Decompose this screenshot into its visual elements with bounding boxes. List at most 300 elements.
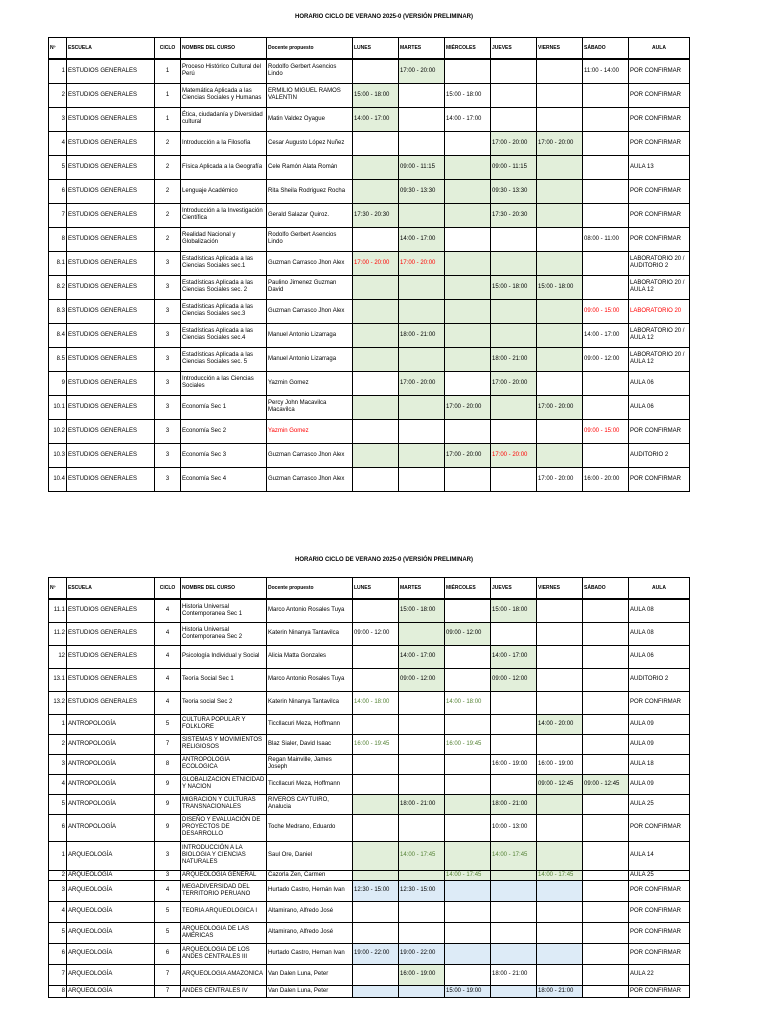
cell-sabado <box>583 275 629 299</box>
cell-martes: 14:00 - 17:00 <box>399 227 445 251</box>
cell-docente: Guzman Carrasco Jhon Alex <box>267 443 353 467</box>
cell-sabado: 08:00 - 11:00 <box>583 227 629 251</box>
cell-docente: Guzman Carrasco Jhon Alex <box>267 251 353 275</box>
header-row-number: Nº <box>49 38 67 60</box>
cell-curso: Física Aplicada a la Geografía <box>181 155 267 179</box>
cell-docente: Ticcllacuri Meza, Hoffmann <box>267 714 353 734</box>
schedule-table-1 <box>48 37 690 492</box>
cell-aula: AULA 13 <box>629 155 690 179</box>
cell-miercoles <box>445 203 491 227</box>
cell-jueves <box>491 59 537 83</box>
cell-curso: Matemática Aplicada a las Ciencias Sociales y Humanas <box>181 83 267 107</box>
table-row <box>49 734 690 754</box>
cell-miercoles <box>445 467 491 491</box>
cell-ciclo: 4 <box>155 622 181 645</box>
cell-escuela: ESTUDIOS GENERALES <box>67 251 155 275</box>
header-jueves: JUEVES <box>491 38 537 60</box>
cell-ciclo: 7 <box>155 734 181 754</box>
cell-viernes <box>537 901 583 922</box>
cell-martes: 09:30 - 13:30 <box>399 179 445 203</box>
cell-row-number: 11.1 <box>49 599 67 622</box>
cell-ciclo: 7 <box>155 985 181 997</box>
header-aula: AULA <box>629 578 690 600</box>
cell-ciclo: 7 <box>155 964 181 985</box>
cell-sabado: 11:00 - 14:00 <box>583 59 629 83</box>
cell-martes <box>399 870 445 880</box>
cell-curso: GLOBALIZACION ETNICIDAD Y NACION <box>181 774 267 794</box>
cell-jueves <box>491 107 537 131</box>
table-row <box>49 922 690 943</box>
table-row <box>49 83 690 107</box>
cell-docente: Toche Medrano, Eduardo <box>267 814 353 841</box>
header-viernes: VIERNES <box>537 38 583 60</box>
cell-lunes <box>353 668 399 691</box>
cell-lunes: 12:30 - 15:00 <box>353 880 399 901</box>
cell-aula: POR CONFIRMAR <box>629 691 690 714</box>
cell-jueves <box>491 714 537 734</box>
cell-sabado <box>583 794 629 814</box>
cell-sabado <box>583 107 629 131</box>
cell-escuela: ESTUDIOS GENERALES <box>67 107 155 131</box>
cell-viernes <box>537 443 583 467</box>
cell-sabado <box>583 901 629 922</box>
cell-lunes <box>353 794 399 814</box>
cell-sabado <box>583 83 629 107</box>
cell-lunes: 17:30 - 20:30 <box>353 203 399 227</box>
cell-martes <box>399 107 445 131</box>
cell-sabado: 09:00 - 15:00 <box>583 419 629 443</box>
cell-aula: LABORATORIO 20 / AULA 12 <box>629 275 690 299</box>
cell-viernes <box>537 814 583 841</box>
cell-jueves <box>491 227 537 251</box>
cell-lunes <box>353 155 399 179</box>
cell-miercoles <box>445 251 491 275</box>
cell-sabado <box>583 131 629 155</box>
cell-escuela: ESTUDIOS GENERALES <box>67 622 155 645</box>
header-martes: MARTES <box>399 578 445 600</box>
cell-row-number: 5 <box>49 794 67 814</box>
cell-curso: ARQUEOLOGIA DE LOS ANDES CENTRALES III <box>181 943 267 964</box>
cell-martes <box>399 419 445 443</box>
cell-row-number: 13.2 <box>49 691 67 714</box>
cell-martes <box>399 347 445 371</box>
cell-row-number: 9 <box>49 371 67 395</box>
cell-aula: POR CONFIRMAR <box>629 203 690 227</box>
table-row <box>49 275 690 299</box>
cell-row-number: 10.3 <box>49 443 67 467</box>
cell-sabado <box>583 691 629 714</box>
cell-jueves <box>491 395 537 419</box>
cell-escuela: ARQUEOLOGÍA <box>67 943 155 964</box>
cell-viernes <box>537 734 583 754</box>
cell-escuela: ARQUEOLOGÍA <box>67 922 155 943</box>
cell-miercoles <box>445 419 491 443</box>
cell-viernes <box>537 922 583 943</box>
cell-miercoles <box>445 179 491 203</box>
cell-aula: LABORATORIO 20 / AULA 12 <box>629 323 690 347</box>
cell-jueves <box>491 870 537 880</box>
cell-curso: Realidad Nacional y Globalización <box>181 227 267 251</box>
cell-docente: Rodolfo Gerbert Asencios Lindo <box>267 227 353 251</box>
cell-curso: DISEÑO Y EVALUACIÓN DE PROYECTOS DE DESARROLLO <box>181 814 267 841</box>
cell-sabado <box>583 814 629 841</box>
cell-docente: Marco Antonio Rosales Tuya <box>267 668 353 691</box>
cell-row-number: 7 <box>49 964 67 985</box>
cell-miercoles <box>445 347 491 371</box>
table-row <box>49 645 690 668</box>
cell-ciclo: 4 <box>155 880 181 901</box>
cell-sabado: 09:00 - 12:00 <box>583 347 629 371</box>
cell-jueves: 16:00 - 19:00 <box>491 754 537 774</box>
cell-sabado <box>583 734 629 754</box>
cell-aula: AULA 22 <box>629 964 690 985</box>
cell-miercoles <box>445 599 491 622</box>
table-row <box>49 203 690 227</box>
header-sabado: SÁBADO <box>583 38 629 60</box>
cell-ciclo: 4 <box>155 668 181 691</box>
cell-viernes: 18:00 - 21:00 <box>537 985 583 997</box>
cell-lunes: 17:00 - 20:00 <box>353 251 399 275</box>
table-row <box>49 668 690 691</box>
table-row <box>49 691 690 714</box>
cell-aula: AULA 09 <box>629 774 690 794</box>
cell-aula: POR CONFIRMAR <box>629 131 690 155</box>
cell-miercoles <box>445 841 491 870</box>
table-row <box>49 107 690 131</box>
cell-ciclo: 3 <box>155 443 181 467</box>
cell-docente: Altamirano, Alfredo José <box>267 901 353 922</box>
cell-martes: 18:00 - 21:00 <box>399 323 445 347</box>
cell-row-number: 10.4 <box>49 467 67 491</box>
cell-jueves: 17:30 - 20:30 <box>491 203 537 227</box>
cell-lunes: 15:00 - 18:00 <box>353 83 399 107</box>
cell-lunes <box>353 841 399 870</box>
cell-aula: AULA 06 <box>629 371 690 395</box>
cell-row-number: 5 <box>49 155 67 179</box>
cell-aula: POR CONFIRMAR <box>629 985 690 997</box>
cell-viernes <box>537 323 583 347</box>
cell-viernes <box>537 59 583 83</box>
header-escuela: ESCUELA <box>67 578 155 600</box>
cell-viernes <box>537 645 583 668</box>
cell-martes <box>399 714 445 734</box>
cell-miercoles <box>445 880 491 901</box>
cell-ciclo: 5 <box>155 714 181 734</box>
cell-aula: POR CONFIRMAR <box>629 107 690 131</box>
cell-escuela: ANTROPOLOGÍA <box>67 814 155 841</box>
cell-docente: Guzman Carrasco Jhon Alex <box>267 299 353 323</box>
cell-escuela: ESTUDIOS GENERALES <box>67 371 155 395</box>
cell-curso: ARQUEOLOGIA AMAZONICA <box>181 964 267 985</box>
cell-jueves <box>491 323 537 347</box>
cell-jueves: 10:00 - 13:00 <box>491 814 537 841</box>
cell-docente: Ticcllacuri Meza, Hoffmann <box>267 774 353 794</box>
cell-curso: SISTEMAS Y MOVIMIENTOS RELIGIOSOS <box>181 734 267 754</box>
cell-sabado <box>583 714 629 734</box>
cell-viernes <box>537 83 583 107</box>
cell-ciclo: 3 <box>155 299 181 323</box>
cell-jueves <box>491 467 537 491</box>
cell-viernes <box>537 943 583 964</box>
cell-viernes: 17:00 - 20:00 <box>537 131 583 155</box>
cell-jueves <box>491 622 537 645</box>
cell-ciclo: 2 <box>155 155 181 179</box>
cell-docente: Rodolfo Gerbert Asencios Lindo <box>267 59 353 83</box>
cell-lunes: 14:00 - 17:00 <box>353 107 399 131</box>
cell-aula: POR CONFIRMAR <box>629 880 690 901</box>
cell-curso: Economía Sec 1 <box>181 395 267 419</box>
cell-row-number: 8 <box>49 227 67 251</box>
sheet1-title: HORARIO CICLO DE VERANO 2025-0 (VERSIÓN PRELIMINAR) <box>294 14 474 20</box>
cell-jueves: 09:00 - 11:15 <box>491 155 537 179</box>
cell-escuela: ANTROPOLOGÍA <box>67 794 155 814</box>
table-row <box>49 599 690 622</box>
cell-curso: Lenguaje Académico <box>181 179 267 203</box>
header-escuela: ESCUELA <box>67 38 155 60</box>
cell-viernes <box>537 251 583 275</box>
cell-ciclo: 1 <box>155 59 181 83</box>
header-ciclo: CICLO <box>155 578 181 600</box>
cell-aula: POR CONFIRMAR <box>629 943 690 964</box>
cell-ciclo: 4 <box>155 645 181 668</box>
cell-escuela: ESTUDIOS GENERALES <box>67 203 155 227</box>
cell-viernes <box>537 299 583 323</box>
cell-jueves <box>491 922 537 943</box>
cell-escuela: ANTROPOLOGÍA <box>67 714 155 734</box>
cell-curso: Economía Sec 3 <box>181 443 267 467</box>
cell-row-number: 4 <box>49 901 67 922</box>
cell-sabado: 16:00 - 20:00 <box>583 467 629 491</box>
table-row <box>49 880 690 901</box>
cell-martes <box>399 922 445 943</box>
table-row <box>49 299 690 323</box>
cell-row-number: 8.3 <box>49 299 67 323</box>
cell-ciclo: 2 <box>155 131 181 155</box>
cell-escuela: ESTUDIOS GENERALES <box>67 691 155 714</box>
cell-miercoles <box>445 59 491 83</box>
cell-lunes <box>353 645 399 668</box>
cell-row-number: 6 <box>49 179 67 203</box>
cell-viernes: 14:00 - 17:45 <box>537 870 583 880</box>
cell-sabado <box>583 880 629 901</box>
cell-docente: RIVEROS CAYTUIRO, Analucia <box>267 794 353 814</box>
cell-docente: Van Dalen Luna, Peter <box>267 964 353 985</box>
cell-curso: Estadísticas Aplicada a las Ciencias Sociales sec. 5 <box>181 347 267 371</box>
cell-viernes <box>537 668 583 691</box>
header-miercoles: MIÉRCOLES <box>445 38 491 60</box>
cell-miercoles <box>445 774 491 794</box>
cell-docente: Van Dalen Luna, Peter <box>267 985 353 997</box>
cell-docente: Gerald Salazar Quiroz. <box>267 203 353 227</box>
cell-sabado: 09:00 - 12:45 <box>583 774 629 794</box>
cell-viernes <box>537 794 583 814</box>
cell-curso: Introducción a las Ciencias Sociales <box>181 371 267 395</box>
cell-martes: 15:00 - 18:00 <box>399 599 445 622</box>
cell-lunes <box>353 59 399 83</box>
cell-row-number: 8.1 <box>49 251 67 275</box>
cell-curso: Historia Universal Contemporanea Sec 1 <box>181 599 267 622</box>
cell-sabado <box>583 870 629 880</box>
cell-sabado <box>583 599 629 622</box>
cell-jueves: 14:00 - 17:45 <box>491 841 537 870</box>
cell-miercoles: 17:00 - 20:00 <box>445 443 491 467</box>
cell-miercoles <box>445 714 491 734</box>
cell-viernes: 15:00 - 18:00 <box>537 275 583 299</box>
cell-miercoles: 14:00 - 18:00 <box>445 691 491 714</box>
cell-escuela: ESTUDIOS GENERALES <box>67 155 155 179</box>
cell-viernes <box>537 599 583 622</box>
cell-viernes <box>537 179 583 203</box>
cell-ciclo: 1 <box>155 83 181 107</box>
cell-jueves <box>491 299 537 323</box>
cell-row-number: 12 <box>49 645 67 668</box>
cell-jueves: 18:00 - 21:00 <box>491 794 537 814</box>
cell-sabado <box>583 179 629 203</box>
cell-jueves <box>491 691 537 714</box>
cell-row-number: 13.1 <box>49 668 67 691</box>
cell-escuela: ESTUDIOS GENERALES <box>67 467 155 491</box>
cell-ciclo: 5 <box>155 901 181 922</box>
table-row <box>49 395 690 419</box>
cell-sabado <box>583 754 629 774</box>
cell-sabado: 14:00 - 17:00 <box>583 323 629 347</box>
table-row <box>49 774 690 794</box>
cell-escuela: ESTUDIOS GENERALES <box>67 395 155 419</box>
cell-viernes: 17:00 - 20:00 <box>537 467 583 491</box>
cell-martes: 17:00 - 20:00 <box>399 59 445 83</box>
cell-viernes <box>537 371 583 395</box>
cell-sabado <box>583 841 629 870</box>
table-row <box>49 964 690 985</box>
cell-viernes <box>537 203 583 227</box>
cell-lunes <box>353 419 399 443</box>
table-row <box>49 131 690 155</box>
table-row <box>49 943 690 964</box>
cell-lunes <box>353 964 399 985</box>
cell-row-number: 6 <box>49 814 67 841</box>
cell-aula: LABORATORIO 20 <box>629 299 690 323</box>
cell-escuela: ARQUEOLOGÍA <box>67 964 155 985</box>
cell-miercoles <box>445 964 491 985</box>
cell-ciclo: 2 <box>155 203 181 227</box>
cell-lunes <box>353 922 399 943</box>
cell-curso: ANDES CENTRALES IV <box>181 985 267 997</box>
cell-aula: AULA 25 <box>629 870 690 880</box>
cell-miercoles <box>445 901 491 922</box>
cell-ciclo: 4 <box>155 599 181 622</box>
cell-row-number: 8.2 <box>49 275 67 299</box>
cell-aula: AUDITORIO 2 <box>629 443 690 467</box>
cell-viernes: 16:00 - 19:00 <box>537 754 583 774</box>
cell-ciclo: 8 <box>155 754 181 774</box>
cell-miercoles <box>445 323 491 347</box>
cell-row-number: 5 <box>49 922 67 943</box>
cell-aula: AULA 06 <box>629 645 690 668</box>
cell-lunes <box>353 347 399 371</box>
cell-miercoles: 14:00 - 17:00 <box>445 107 491 131</box>
cell-jueves: 18:00 - 21:00 <box>491 347 537 371</box>
cell-jueves: 15:00 - 18:00 <box>491 599 537 622</box>
cell-aula: AULA 18 <box>629 754 690 774</box>
cell-docente: Guzman Carrasco Jhon Alex <box>267 467 353 491</box>
cell-lunes: 19:00 - 22:00 <box>353 943 399 964</box>
cell-martes <box>399 467 445 491</box>
cell-escuela: ARQUEOLOGÍA <box>67 841 155 870</box>
cell-miercoles <box>445 754 491 774</box>
cell-aula: AULA 08 <box>629 622 690 645</box>
cell-jueves: 15:00 - 18:00 <box>491 275 537 299</box>
table-row <box>49 794 690 814</box>
cell-sabado <box>583 922 629 943</box>
cell-martes <box>399 131 445 155</box>
cell-curso: Estadísticas Aplicada a las Ciencias Sociales sec. 2 <box>181 275 267 299</box>
cell-lunes <box>353 814 399 841</box>
cell-lunes <box>353 227 399 251</box>
cell-lunes <box>353 395 399 419</box>
cell-ciclo: 2 <box>155 227 181 251</box>
cell-ciclo: 3 <box>155 371 181 395</box>
cell-curso: Teoría Social Sec 1 <box>181 668 267 691</box>
cell-ciclo: 9 <box>155 814 181 841</box>
table-row <box>49 419 690 443</box>
cell-lunes <box>353 323 399 347</box>
cell-curso: Proceso Histórico Cultural del Perú <box>181 59 267 83</box>
table-row <box>49 251 690 275</box>
table-row <box>49 901 690 922</box>
cell-ciclo: 3 <box>155 347 181 371</box>
header-docente: Docente propuesto <box>267 578 353 600</box>
cell-jueves: 14:00 - 17:00 <box>491 645 537 668</box>
sheet2-title: HORARIO CICLO DE VERANO 2025-0 (VERSIÓN PRELIMINAR) <box>294 557 474 563</box>
cell-martes <box>399 83 445 107</box>
cell-martes <box>399 443 445 467</box>
table-row <box>49 443 690 467</box>
cell-ciclo: 3 <box>155 841 181 870</box>
cell-ciclo: 3 <box>155 870 181 880</box>
header-ciclo: CICLO <box>155 38 181 60</box>
cell-ciclo: 1 <box>155 107 181 131</box>
cell-curso: Economía Sec 2 <box>181 419 267 443</box>
cell-lunes <box>353 467 399 491</box>
header-lunes: LUNES <box>353 578 399 600</box>
cell-miercoles <box>445 668 491 691</box>
cell-martes: 18:00 - 21:00 <box>399 794 445 814</box>
cell-viernes <box>537 419 583 443</box>
cell-aula: LABORATORIO 20 / AULA 12 <box>629 347 690 371</box>
cell-jueves <box>491 901 537 922</box>
cell-sabado <box>583 622 629 645</box>
cell-martes <box>399 275 445 299</box>
cell-escuela: ESTUDIOS GENERALES <box>67 419 155 443</box>
cell-ciclo: 4 <box>155 691 181 714</box>
cell-aula: POR CONFIRMAR <box>629 419 690 443</box>
cell-escuela: ANTROPOLOGÍA <box>67 774 155 794</box>
cell-martes <box>399 754 445 774</box>
cell-escuela: ESTUDIOS GENERALES <box>67 299 155 323</box>
cell-aula: POR CONFIRMAR <box>629 922 690 943</box>
cell-martes <box>399 901 445 922</box>
cell-martes: 16:00 - 19:00 <box>399 964 445 985</box>
cell-jueves <box>491 774 537 794</box>
cell-jueves: 18:00 - 21:00 <box>491 964 537 985</box>
cell-miercoles: 15:00 - 19:00 <box>445 985 491 997</box>
cell-docente: Katerin Ninanya Tantavilca <box>267 622 353 645</box>
cell-aula: AUDITORIO 2 <box>629 668 690 691</box>
table-row <box>49 870 690 880</box>
table-row <box>49 985 690 997</box>
cell-sabado <box>583 155 629 179</box>
table-row <box>49 714 690 734</box>
